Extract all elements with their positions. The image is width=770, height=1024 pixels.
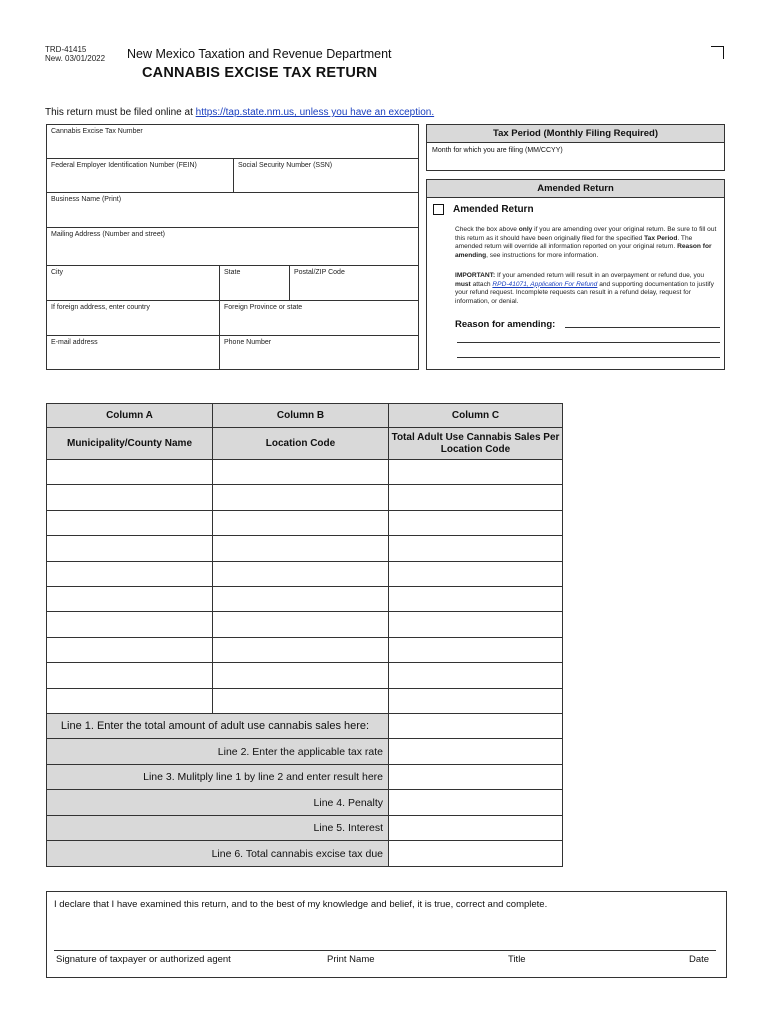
tax-period-label: Month for which you are filing (MM/CCYY) xyxy=(432,147,563,154)
table-row xyxy=(47,485,563,510)
location-code-header: Location Code xyxy=(213,428,389,460)
column-b-header: Column B xyxy=(213,404,389,428)
line-3-label: Line 3. Mulitply line 1 by line 2 and enter result here xyxy=(47,764,389,790)
form-date: New. 03/01/2022 xyxy=(45,54,106,63)
line-6-input[interactable] xyxy=(389,841,563,867)
municipality-cell[interactable] xyxy=(47,586,213,611)
line-4-label: Line 4. Penalty xyxy=(47,790,389,816)
corner-mark xyxy=(711,46,724,59)
tap-link[interactable]: https://tap.state.nm.us, unless you have an exception. xyxy=(195,107,435,118)
filing-notice-text: This return must be filed online at xyxy=(45,107,196,118)
business-name-label: Business Name (Print) xyxy=(51,196,122,203)
amended-checkbox-row xyxy=(433,204,534,215)
page-title: CANNABIS EXCISE TAX RETURN xyxy=(142,65,378,81)
fein-field[interactable] xyxy=(47,159,234,193)
sales-cell[interactable] xyxy=(389,637,563,662)
location-code-cell[interactable] xyxy=(213,586,389,611)
taxpayer-info-block xyxy=(46,124,419,370)
tax-number-label: Cannabis Excise Tax Number xyxy=(51,128,143,135)
sales-cell[interactable] xyxy=(389,612,563,637)
sales-cell[interactable] xyxy=(389,688,563,713)
amended-text-2: if you are amending over your original return. Be sure to fill out this return as it should have been originally filed for the specified xyxy=(455,226,717,242)
line-6-label: Line 6. Total cannabis excise tax due xyxy=(47,841,389,867)
amended-text-only: only xyxy=(518,226,533,233)
mailing-address-label: Mailing Address (Number and street) xyxy=(51,231,165,238)
city-label: City xyxy=(51,269,64,276)
table-row xyxy=(47,460,563,485)
location-code-cell[interactable] xyxy=(213,561,389,586)
important-text-1: If your amended return will result in an overpayment or refund due, you xyxy=(495,272,705,279)
location-code-cell[interactable] xyxy=(213,663,389,688)
column-a-header: Column A xyxy=(47,404,213,428)
city-field[interactable] xyxy=(47,266,220,301)
state-label: State xyxy=(224,269,241,276)
amended-text-tax-period: Tax Period xyxy=(644,234,678,242)
line-5-row xyxy=(47,815,563,841)
table-row xyxy=(47,663,563,688)
amended-checkbox-label: Amended Return xyxy=(453,204,534,215)
sales-cell[interactable] xyxy=(389,663,563,688)
department-name: New Mexico Taxation and Revenue Department xyxy=(127,47,392,61)
zip-label: Postal/ZIP Code xyxy=(294,269,345,276)
sales-cell[interactable] xyxy=(389,586,563,611)
table-row xyxy=(47,586,563,611)
column-header-row xyxy=(47,404,563,428)
line-6-row xyxy=(47,841,563,867)
tax-period-field[interactable] xyxy=(427,143,724,158)
line-4-input[interactable] xyxy=(389,790,563,816)
reason-line-3[interactable] xyxy=(457,357,720,358)
amended-text-3: . The amended return will override all information reported on your original return. xyxy=(455,234,693,251)
line-1-row xyxy=(47,713,563,739)
reason-label: Reason for amending: xyxy=(455,319,556,330)
table-row xyxy=(47,612,563,637)
sales-cell[interactable] xyxy=(389,485,563,510)
business-name-field[interactable] xyxy=(47,193,418,228)
sales-cell[interactable] xyxy=(389,460,563,485)
location-code-cell[interactable] xyxy=(213,510,389,535)
important-text-3: and supporting documentation to justify your refund request. Incomplete requests can result in a refund delay, request for information, or denial. xyxy=(455,280,714,305)
line-2-input[interactable] xyxy=(389,739,563,765)
date-label: Date xyxy=(689,954,710,965)
municipality-cell[interactable] xyxy=(47,688,213,713)
municipality-cell[interactable] xyxy=(47,612,213,637)
line-5-input[interactable] xyxy=(389,815,563,841)
column-subheader-row xyxy=(47,428,563,460)
table-row xyxy=(47,510,563,535)
declaration-text: I declare that I have examined this return, and to the best of my knowledge and belief, it is true, correct and complete. xyxy=(54,899,548,910)
sales-cell[interactable] xyxy=(389,510,563,535)
municipality-cell[interactable] xyxy=(47,460,213,485)
table-row xyxy=(47,688,563,713)
location-code-cell[interactable] xyxy=(213,485,389,510)
reason-line-2[interactable] xyxy=(457,342,720,343)
line-1-label: Line 1. Enter the total amount of adult use cannabis sales here: xyxy=(47,713,389,739)
line-1-input[interactable] xyxy=(389,713,563,739)
line-4-row xyxy=(47,790,563,816)
municipality-cell[interactable] xyxy=(47,663,213,688)
important-label: IMPORTANT: xyxy=(455,272,496,279)
signature-line[interactable] xyxy=(54,950,716,951)
foreign-province-label: Foreign Province or state xyxy=(224,304,303,311)
table-row xyxy=(47,561,563,586)
sales-table xyxy=(46,403,563,867)
table-row xyxy=(47,637,563,662)
important-text-2: attach xyxy=(470,280,493,288)
municipality-cell[interactable] xyxy=(47,510,213,535)
mailing-address-field[interactable] xyxy=(47,228,418,266)
ssn-field[interactable] xyxy=(234,159,418,193)
location-code-cell[interactable] xyxy=(213,637,389,662)
refund-form-link[interactable]: RPD-41071, Application For Refund xyxy=(492,280,598,288)
location-code-cell[interactable] xyxy=(213,612,389,637)
form-number: TRD-41415 xyxy=(45,45,87,54)
form-id-block xyxy=(45,45,105,63)
amended-text-reason: Reason for amending xyxy=(455,243,712,259)
municipality-cell[interactable] xyxy=(47,637,213,662)
tax-period-box xyxy=(426,124,725,171)
amended-text-1: Check the box above xyxy=(455,226,519,233)
amended-instructions xyxy=(455,226,720,260)
line-3-row xyxy=(47,764,563,790)
line-2-label: Line 2. Enter the applicable tax rate xyxy=(47,739,389,765)
amended-return-box xyxy=(426,179,725,370)
phone-label: Phone Number xyxy=(224,339,272,346)
location-code-cell[interactable] xyxy=(213,536,389,561)
fein-label: Federal Employer Identification Number (FEIN) xyxy=(51,162,197,169)
ssn-label: Social Security Number (SSN) xyxy=(238,162,333,169)
location-code-cell[interactable] xyxy=(213,688,389,713)
foreign-country-field[interactable] xyxy=(47,301,220,336)
print-name-label: Print Name xyxy=(327,954,375,965)
title-label: Title xyxy=(508,954,526,965)
reason-line-1[interactable] xyxy=(565,327,720,328)
phone-field[interactable] xyxy=(220,336,418,369)
tax-period-heading: Tax Period (Monthly Filing Required) xyxy=(427,125,724,143)
line-5-label: Line 5. Interest xyxy=(47,815,389,841)
municipality-header: Municipality/County Name xyxy=(47,428,213,460)
tax-number-field[interactable] xyxy=(47,125,418,159)
amended-text-4: , see instructions for more information. xyxy=(486,251,599,259)
line-2-row xyxy=(47,739,563,765)
column-c-header: Column C xyxy=(389,404,563,428)
zip-field[interactable] xyxy=(290,266,418,301)
sales-cell[interactable] xyxy=(389,536,563,561)
filing-notice xyxy=(45,107,434,118)
amended-return-heading: Amended Return xyxy=(427,180,724,198)
municipality-cell[interactable] xyxy=(47,536,213,561)
state-field[interactable] xyxy=(220,266,290,301)
email-field[interactable] xyxy=(47,336,220,369)
sales-header: Total Adult Use Cannabis Sales Per Location Code xyxy=(389,428,563,460)
declaration-box xyxy=(46,891,727,978)
amended-important-note xyxy=(455,272,720,306)
location-code-cell[interactable] xyxy=(213,460,389,485)
important-text-must: must xyxy=(455,280,471,288)
municipality-cell[interactable] xyxy=(47,561,213,586)
table-row xyxy=(47,536,563,561)
foreign-province-field[interactable] xyxy=(220,301,418,336)
email-label: E-mail address xyxy=(51,339,98,346)
amended-checkbox[interactable] xyxy=(433,204,444,215)
municipality-cell[interactable] xyxy=(47,485,213,510)
sales-cell[interactable] xyxy=(389,561,563,586)
foreign-country-label: If foreign address, enter country xyxy=(51,304,150,311)
signature-label: Signature of taxpayer or authorized agent xyxy=(56,954,231,965)
line-3-input[interactable] xyxy=(389,764,563,790)
